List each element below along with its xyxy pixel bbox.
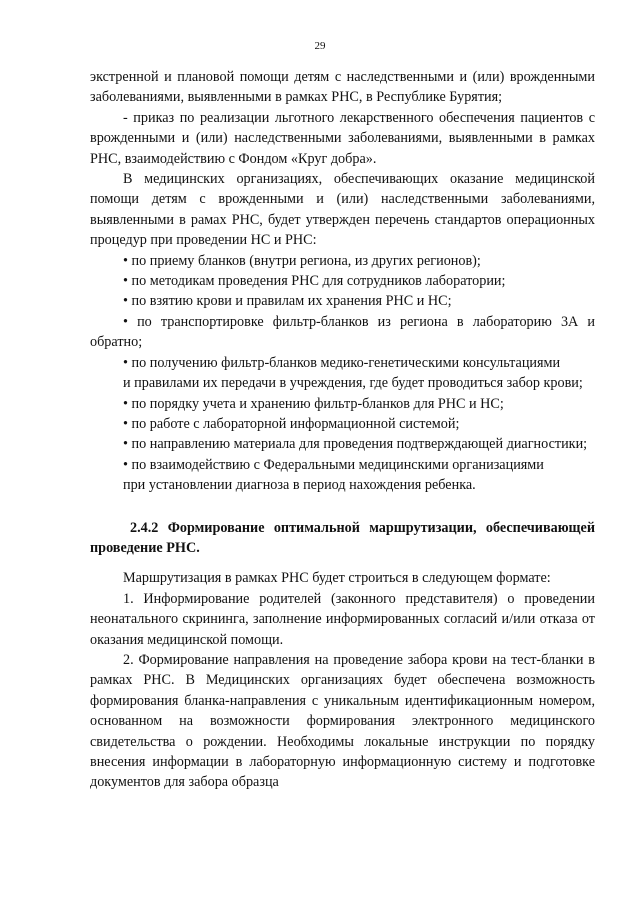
section-spacer (90, 496, 595, 518)
list-item: • по получению фильтр-бланков медико-генетическими консультациями (123, 354, 561, 371)
paragraph-continued: экстренной и плановой помощи детям с наследственными и (или) врожденными заболеваниями, выявленными в рамках РНС, в Республике Бурятия; (90, 69, 595, 106)
section-heading: 2.4.2 Формирование оптимальной маршрутизации, обеспечивающей проведение РНС. (90, 519, 595, 556)
document-body (90, 67, 595, 793)
numbered-item-1: 1. Информирование родителей (законного представителя) о проведении неонатального скрининга, заполнение информированных согласий и/или отказа от оказания медицинской помощи. (90, 590, 595, 648)
list-item: • по взаимодействию с Федеральными медицинскими организациями (123, 456, 544, 473)
section-intro: Маршрутизация в рамках РНС будет строиться в следующем формате: (123, 570, 551, 587)
list-item: • по приему бланков (внутри региона, из других регионов); (123, 252, 481, 269)
paragraph-order-item: - приказ по реализации льготного лекарственного обеспечения пациентов с врожденными и (или) наследственными заболеваниями, выявленными в рамках РНС, взаимодействию с Фондом «Круг добра». (90, 109, 595, 167)
list-item: • по порядку учета и хранению фильтр-бланков для РНС и НС; (123, 395, 504, 412)
list-item: при установлении диагноза в период нахождения ребенка. (123, 477, 476, 494)
paragraph-sop-intro: В медицинских организациях, обеспечивающих оказание медицинской помощи детям с врожденными и (или) наследственными заболеваниями, выявленными в рамах РНС, будет утвержден перечень стандартов операционных процедур при проведении НС и РНС: (90, 171, 595, 249)
list-item: • по взятию крови и правилам их хранения РНС и НС; (123, 293, 452, 310)
numbered-item-2: 2. Формирование направления на проведение забора крови на тест-бланки в рамках РНС. В Медицинских организациях будет обеспечена возможность формирования бланка-направления с уникальным идентификационным номером, основанном на возможности формирования электронного медицинского свидетельства о рождении. Необходимы локальные инструкции по порядку внесения информации в лабораторную информационную систему и подготовке документов для забора образца (90, 651, 595, 791)
list-item: • по направлению материала для проведения подтверждающей диагностики; (123, 436, 588, 453)
list-item: • по работе с лабораторной информационной системой; (123, 415, 460, 432)
heading-gap (90, 558, 595, 568)
page-number: 29 (314, 40, 326, 52)
list-item: • по методикам проведения РНС для сотрудников лаборатории; (123, 273, 506, 290)
list-item: • по транспортировке фильтр-бланков из региона в лабораторию 3А и обратно; (90, 313, 595, 351)
list-item: и правилами их передачи в учреждения, где будет проводиться забор крови; (123, 375, 583, 392)
